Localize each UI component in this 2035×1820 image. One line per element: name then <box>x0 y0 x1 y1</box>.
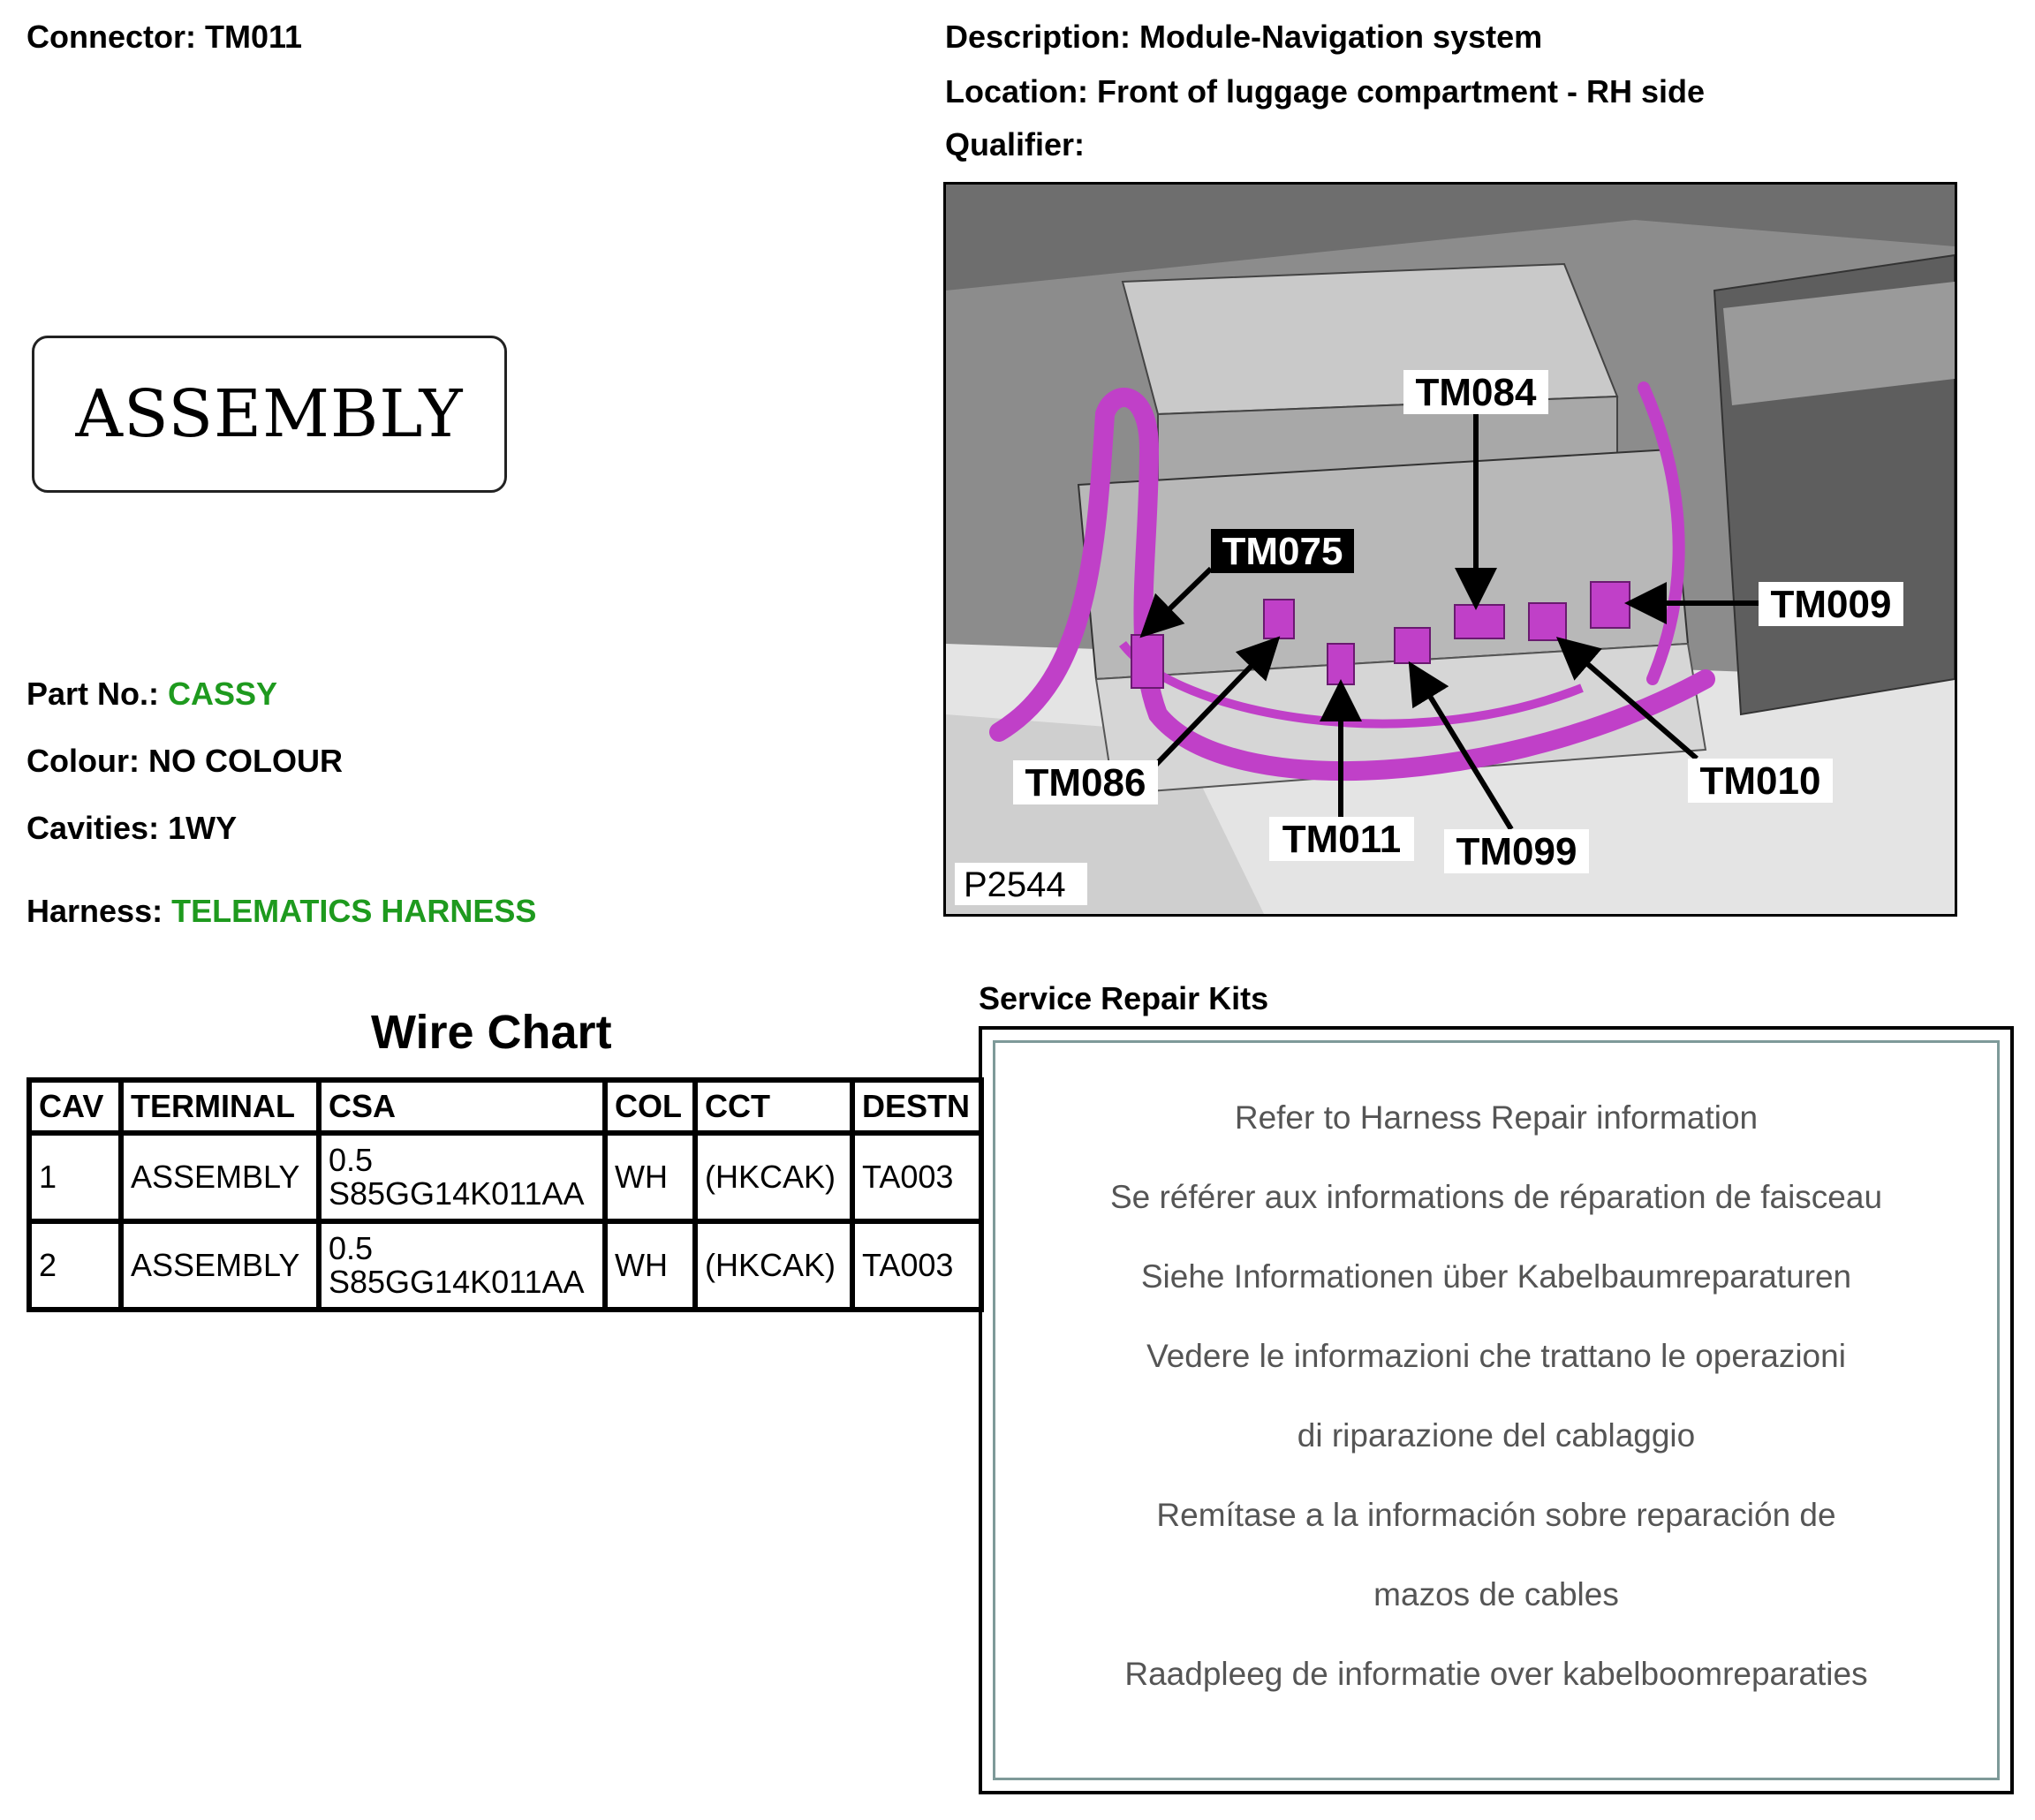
cell-cct: (HKCAK) <box>695 1133 852 1221</box>
cell-destn: TA003 <box>852 1133 981 1221</box>
connector-tm099 <box>1395 628 1430 663</box>
tm010-label: TM010 <box>1699 759 1821 803</box>
table-row <box>29 1221 981 1310</box>
harness-label: Harness: <box>26 893 163 929</box>
service-repair-inner <box>993 1040 2000 1780</box>
tm084-label: TM084 <box>1415 371 1537 414</box>
service-repair-title: Service Repair Kits <box>979 980 1269 1016</box>
qualifier-label: Qualifier: <box>945 126 1086 162</box>
connector-value: TM011 <box>205 19 303 55</box>
colour-value: NO COLOUR <box>148 743 343 779</box>
connector-location-photo <box>943 182 1957 917</box>
location-value: Front of luggage compartment - RH side <box>1097 73 1706 110</box>
cell-csa <box>319 1221 605 1310</box>
cell-terminal: ASSEMBLY <box>121 1133 319 1221</box>
repair-line-de: Siehe Informationen über Kabelbaumreparaturen <box>1140 1258 1852 1295</box>
repair-line-it-2: di riparazione del cablaggio <box>1297 1417 1696 1454</box>
tm086-label: TM086 <box>1025 761 1146 804</box>
location-line <box>945 72 1705 111</box>
csa-size: 0.5 <box>329 1142 374 1178</box>
header-destn: DESTN <box>852 1080 981 1133</box>
connector-label: Connector: <box>26 19 196 55</box>
tm075-label: TM075 <box>1222 530 1343 573</box>
connector-tm075 <box>1131 635 1163 688</box>
colour-line <box>26 742 343 781</box>
location-illustration <box>946 185 1955 914</box>
cell-col: WH <box>605 1221 695 1310</box>
part-number-value[interactable]: CASSY <box>168 676 278 712</box>
cell-terminal: ASSEMBLY <box>121 1221 319 1310</box>
navigation-module <box>1078 449 1688 679</box>
connector-tm009 <box>1591 582 1630 628</box>
repair-line-fr: Se référer aux informations de réparation de faisceau <box>1109 1179 1883 1215</box>
csa-size: 0.5 <box>329 1230 374 1266</box>
repair-line-it-1: Vedere le informazioni che trattano le operazioni <box>1146 1338 1846 1374</box>
header-col: COL <box>605 1080 695 1133</box>
location-label: Location: <box>945 73 1088 110</box>
part-number-line <box>26 675 277 714</box>
description-line <box>945 18 1542 57</box>
description-label: Description: <box>945 19 1131 55</box>
colour-label: Colour: <box>26 743 140 779</box>
connector-face-text: ASSEMBLY <box>75 376 464 452</box>
table-row <box>29 1133 981 1221</box>
harness-value[interactable]: TELEMATICS HARNESS <box>171 893 537 929</box>
tm099-label: TM099 <box>1456 830 1577 873</box>
service-repair-box <box>979 1026 2014 1794</box>
wire-chart-header-row <box>29 1080 981 1133</box>
cell-destn: TA003 <box>852 1221 981 1310</box>
header-terminal: TERMINAL <box>121 1080 319 1133</box>
repair-line-en: Refer to Harness Repair information <box>1234 1099 1759 1136</box>
connector-line <box>26 18 302 57</box>
part-number-label: Part No.: <box>26 676 160 712</box>
wire-chart-title: Wire Chart <box>371 1006 612 1059</box>
tm009-label: TM009 <box>1770 583 1892 626</box>
cell-csa <box>319 1133 605 1221</box>
connector-tm086 <box>1264 600 1294 638</box>
connector-tm011 <box>1328 644 1354 684</box>
cell-cct: (HKCAK) <box>695 1221 852 1310</box>
cell-cav: 2 <box>29 1221 121 1310</box>
description-value: Module-Navigation system <box>1139 19 1543 55</box>
harness-line <box>26 892 536 931</box>
repair-line-nl: Raadpleeg de informatie over kabelboomreparaties <box>1124 1656 1868 1692</box>
cavities-label: Cavities: <box>26 810 160 846</box>
header-cct: CCT <box>695 1080 852 1133</box>
wire-chart-table <box>26 1077 984 1312</box>
connector-tm084 <box>1455 605 1504 638</box>
cavities-line <box>26 809 237 848</box>
csa-part: S85GG14K011AA <box>329 1264 585 1300</box>
repair-line-es-1: Remítase a la información sobre reparación de <box>1156 1497 1836 1533</box>
cell-cav: 1 <box>29 1133 121 1221</box>
csa-part: S85GG14K011AA <box>329 1175 585 1212</box>
tm011-label: TM011 <box>1282 818 1402 861</box>
figure-id: P2544 <box>964 865 1066 904</box>
header-cav: CAV <box>29 1080 121 1133</box>
cavities-value: 1WY <box>168 810 238 846</box>
header-csa: CSA <box>319 1080 605 1133</box>
cell-col: WH <box>605 1133 695 1221</box>
repair-line-es-2: mazos de cables <box>1373 1576 1619 1612</box>
connector-tm010 <box>1529 603 1566 640</box>
connector-face <box>32 336 507 493</box>
